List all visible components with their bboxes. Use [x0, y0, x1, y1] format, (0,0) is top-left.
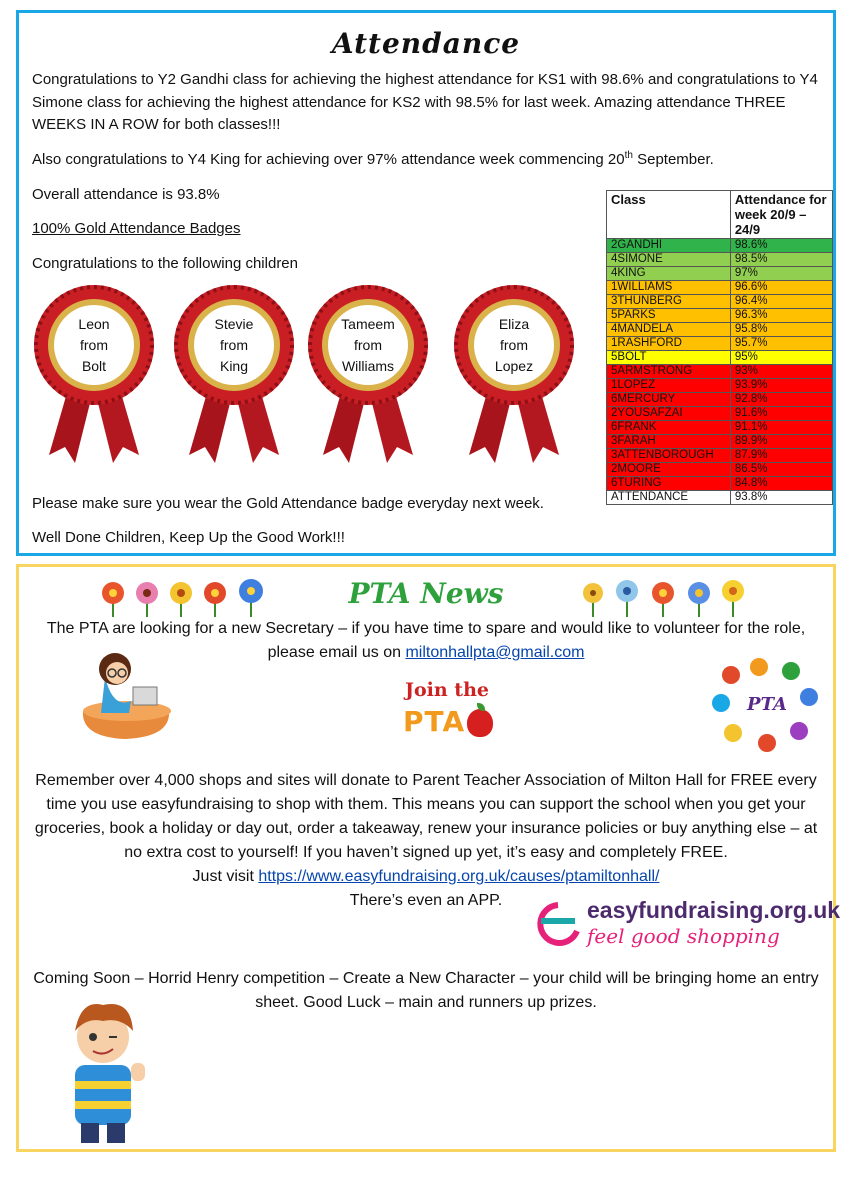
pta-email-link[interactable]: miltonhallpta@gmail.com [405, 644, 585, 661]
attendance-value-cell: 87.9% [730, 449, 832, 463]
class-congratulations-text: Congratulations to Y2 Gandhi class for achieving the highest attendance for KS1 with 98.6% and congratulations to Y4 Simone class for achieving the highest attendance for KS2 with 98.5% for last week. Amazing attendance THREE WEEKS IN A ROW for both classes!!! [32, 71, 818, 133]
badge-label: Leon from Bolt [78, 315, 110, 374]
attendance-value-cell: 95.7% [730, 337, 832, 351]
badge-label: Tameem from Williams [341, 315, 395, 374]
attendance-value-cell: 97% [730, 267, 832, 281]
easyfundraising-text: Remember over 4,000 shops and sites will donate to Parent Teacher Association of Milton Hall for FREE every time you use easyfundraising to shop with them. This means you can support the school when you get your groceries, book a holiday or day out, order a takeaway, renew your insurance policies or buy anything else – at no extra cost to yourself! If you haven’t signed up yet, it’s easy and completely FREE. Just visit https://www.easyfundraising.org.uk/causes/ptamiltonhall/ There’s even an APP. [34, 772, 818, 909]
attendance-value-cell: 93% [730, 365, 832, 379]
class-name-cell: 2MOORE [607, 463, 731, 477]
attendance-value-cell: 98.5% [730, 253, 832, 267]
class-name-cell: 4MANDELA [607, 323, 731, 337]
class-name-cell: 6TURING [607, 477, 731, 491]
table-row [607, 337, 833, 351]
attendance-value-cell: 95% [730, 351, 832, 365]
class-name-cell: 5PARKS [607, 309, 731, 323]
class-name-cell: 1LOPEZ [607, 379, 731, 393]
table-row [607, 365, 833, 379]
table-row [607, 253, 833, 267]
class-name-cell: 3ATTENBOROUGH [607, 449, 731, 463]
table-row [607, 267, 833, 281]
table-row [607, 379, 833, 393]
table-row [607, 435, 833, 449]
flowers-icon [575, 575, 753, 619]
table-row [607, 393, 833, 407]
attendance-value-cell: 98.6% [730, 239, 832, 253]
class-name-cell: 6FRANK [607, 421, 731, 435]
horrid-henry-cartoon-icon [47, 995, 159, 1145]
attendance-value-cell: 96.3% [730, 309, 832, 323]
table-row [607, 477, 833, 491]
class-name-cell: 6MERCURY [607, 393, 731, 407]
easyfundraising-name: easyfundraising.org.uk [587, 897, 841, 923]
king-congratulations-text: Also congratulations to Y4 King for achieving over 97% attendance week commencing 20th September. [32, 150, 714, 168]
attendance-value-cell: 86.5% [730, 463, 832, 477]
class-name-cell: 4SIMONE [607, 253, 731, 267]
pta-title: PTA News [348, 577, 504, 610]
easyfundraising-link[interactable]: https://www.easyfundraising.org.uk/causes/ptamiltonhall/ [258, 868, 660, 885]
easyfundraising-tagline: feel good shopping [587, 924, 780, 948]
table-header-class: Class [607, 191, 731, 239]
class-name-cell: 1RASHFORD [607, 337, 731, 351]
rosette-badge [171, 279, 297, 469]
pta-section [16, 564, 841, 1152]
attendance-section [16, 10, 836, 556]
class-name-cell: 2YOUSAFZAI [607, 407, 731, 421]
attendance-value-cell: 89.9% [730, 435, 832, 449]
class-name-cell: 3FARAH [607, 435, 731, 449]
rosette-badge [451, 279, 577, 469]
attendance-table [606, 190, 833, 505]
attendance-value-cell: 91.1% [730, 421, 832, 435]
class-name-cell: 3THUNBERG [607, 295, 731, 309]
attendance-value-cell: 95.8% [730, 323, 832, 337]
rosette-badge [31, 279, 157, 469]
table-row [607, 239, 833, 253]
apple-icon [467, 709, 493, 737]
secretary-cartoon-icon [77, 647, 173, 743]
table-row [607, 309, 833, 323]
badges-heading: 100% Gold Attendance Badges [32, 220, 241, 237]
easyfundraising-e-icon [535, 901, 581, 947]
attendance-value-cell: 84.8% [730, 477, 832, 491]
table-header-attendance: Attendance for week 20/9 – 24/9 [730, 191, 832, 239]
attendance-value-cell: 91.6% [730, 407, 832, 421]
badge-reminder-text: Please make sure you wear the Gold Attendance badge everyday next week. [32, 495, 544, 512]
table-row [607, 281, 833, 295]
table-row [607, 407, 833, 421]
table-row [607, 463, 833, 477]
table-row [607, 491, 833, 505]
table-row [607, 323, 833, 337]
horrid-henry-text: Coming Soon – Horrid Henry competition – Create a New Character – your child will be bringing home an entry sheet. Good Luck – main and runners up prizes. [33, 970, 819, 1011]
class-name-cell: 5ARMSTRONG [607, 365, 731, 379]
attendance-table-body [607, 239, 833, 505]
class-name-cell: 4KING [607, 267, 731, 281]
class-name-cell: 2GANDHI [607, 239, 731, 253]
table-header-row [607, 191, 833, 239]
table-row [607, 449, 833, 463]
attendance-title: Attendance [331, 27, 521, 60]
class-name-cell: ATTENDANCE [607, 491, 731, 505]
pta-logo-text: PTA [747, 694, 787, 715]
class-name-cell: 5BOLT [607, 351, 731, 365]
rosette-badge [305, 279, 431, 469]
congratulations-children-text: Congratulations to the following children [32, 255, 298, 272]
table-row [607, 351, 833, 365]
overall-attendance-text: Overall attendance is 93.8% [32, 186, 220, 203]
well-done-text: Well Done Children, Keep Up the Good Work!!! [32, 529, 345, 546]
class-name-cell: 1WILLIAMS [607, 281, 731, 295]
table-row [607, 421, 833, 435]
attendance-value-cell: 96.4% [730, 295, 832, 309]
badge-label: Stevie from King [214, 315, 254, 374]
attendance-value-cell: 92.8% [730, 393, 832, 407]
badge-label: Eliza from Lopez [494, 315, 534, 374]
attendance-value-cell: 93.9% [730, 379, 832, 393]
attendance-value-cell: 96.6% [730, 281, 832, 295]
secretary-text: The PTA are looking for a new Secretary – if you have time to spare and would like to volunteer for the role, please email us on miltonhallpta@gmail.com [46, 620, 806, 661]
table-row [607, 295, 833, 309]
pta-hands-logo [711, 655, 823, 755]
attendance-value-cell: 93.8% [730, 491, 832, 505]
join-the-pta-logo: Join the PTA [395, 675, 499, 749]
easyfundraising-logo [535, 897, 841, 953]
